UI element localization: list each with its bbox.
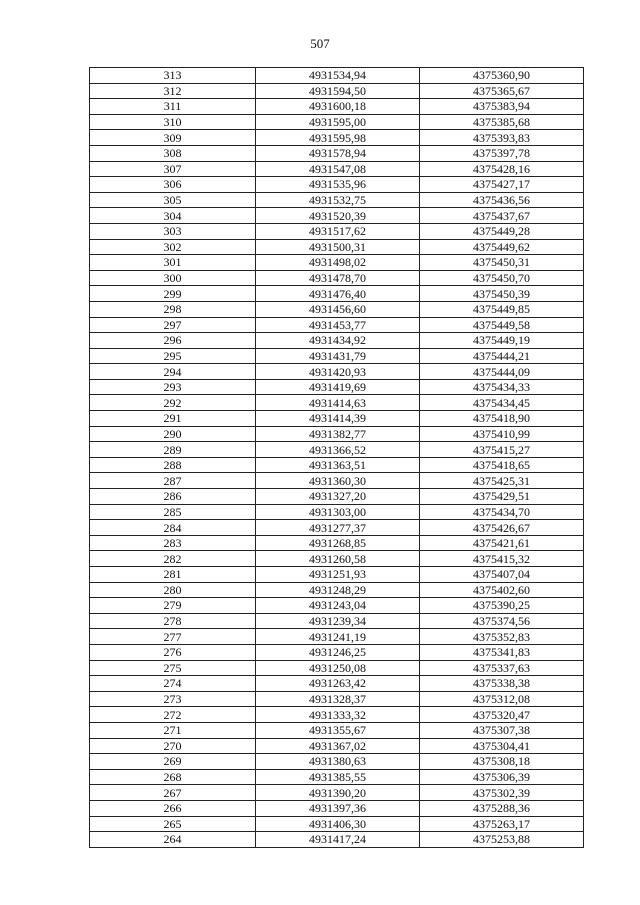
- table-row: [90, 489, 584, 505]
- y-coordinate-cell: 4375393,83: [420, 130, 584, 146]
- point-number-cell: 280: [90, 582, 256, 598]
- point-number-cell: 298: [90, 301, 256, 317]
- point-number-cell: 309: [90, 130, 256, 146]
- point-number-cell: 285: [90, 504, 256, 520]
- table-row: [90, 68, 584, 84]
- point-number-cell: 312: [90, 83, 256, 99]
- point-number-cell: 308: [90, 145, 256, 161]
- y-coordinate-cell: 4375434,70: [420, 504, 584, 520]
- table-row: [90, 239, 584, 255]
- x-coordinate-cell: 4931532,75: [256, 192, 420, 208]
- point-number-cell: 303: [90, 223, 256, 239]
- point-number-cell: 269: [90, 754, 256, 770]
- point-number-cell: 286: [90, 489, 256, 505]
- table-row: [90, 520, 584, 536]
- x-coordinate-cell: 4931241,19: [256, 629, 420, 645]
- point-number-cell: 267: [90, 785, 256, 801]
- y-coordinate-cell: 4375402,60: [420, 582, 584, 598]
- table-row: [90, 816, 584, 832]
- table-row: [90, 644, 584, 660]
- x-coordinate-cell: 4931260,58: [256, 551, 420, 567]
- point-number-cell: 278: [90, 613, 256, 629]
- x-coordinate-cell: 4931600,18: [256, 99, 420, 115]
- x-coordinate-cell: 4931500,31: [256, 239, 420, 255]
- table-row: [90, 691, 584, 707]
- y-coordinate-cell: 4375436,56: [420, 192, 584, 208]
- x-coordinate-cell: 4931419,69: [256, 379, 420, 395]
- point-number-cell: 313: [90, 68, 256, 84]
- y-coordinate-cell: 4375397,78: [420, 145, 584, 161]
- x-coordinate-cell: 4931517,62: [256, 223, 420, 239]
- y-coordinate-cell: 4375418,90: [420, 411, 584, 427]
- point-number-cell: 293: [90, 379, 256, 395]
- y-coordinate-cell: 4375320,47: [420, 707, 584, 723]
- y-coordinate-cell: 4375449,28: [420, 223, 584, 239]
- x-coordinate-cell: 4931594,50: [256, 83, 420, 99]
- table-row: [90, 83, 584, 99]
- y-coordinate-cell: 4375352,83: [420, 629, 584, 645]
- y-coordinate-cell: 4375306,39: [420, 769, 584, 785]
- x-coordinate-cell: 4931456,60: [256, 301, 420, 317]
- table-row: [90, 177, 584, 193]
- table-row: [90, 613, 584, 629]
- point-number-cell: 282: [90, 551, 256, 567]
- table-row: [90, 364, 584, 380]
- point-number-cell: 297: [90, 317, 256, 333]
- x-coordinate-cell: 4931355,67: [256, 722, 420, 738]
- point-number-cell: 300: [90, 270, 256, 286]
- table-row: [90, 223, 584, 239]
- table-row: [90, 832, 584, 848]
- point-number-cell: 294: [90, 364, 256, 380]
- y-coordinate-cell: 4375307,38: [420, 722, 584, 738]
- y-coordinate-cell: 4375302,39: [420, 785, 584, 801]
- y-coordinate-cell: 4375434,33: [420, 379, 584, 395]
- x-coordinate-cell: 4931417,24: [256, 832, 420, 848]
- x-coordinate-cell: 4931251,93: [256, 567, 420, 583]
- point-number-cell: 273: [90, 691, 256, 707]
- table-row: [90, 301, 584, 317]
- y-coordinate-cell: 4375338,38: [420, 676, 584, 692]
- table-row: [90, 551, 584, 567]
- x-coordinate-cell: 4931476,40: [256, 286, 420, 302]
- x-coordinate-cell: 4931414,63: [256, 395, 420, 411]
- x-coordinate-cell: 4931380,63: [256, 754, 420, 770]
- x-coordinate-cell: 4931534,94: [256, 68, 420, 84]
- table-row: [90, 114, 584, 130]
- table-row: [90, 426, 584, 442]
- point-number-cell: 301: [90, 255, 256, 271]
- x-coordinate-cell: 4931268,85: [256, 535, 420, 551]
- point-number-cell: 306: [90, 177, 256, 193]
- table-row: [90, 333, 584, 349]
- y-coordinate-cell: 4375444,21: [420, 348, 584, 364]
- y-coordinate-cell: 4375428,16: [420, 161, 584, 177]
- point-number-cell: 302: [90, 239, 256, 255]
- x-coordinate-cell: 4931382,77: [256, 426, 420, 442]
- x-coordinate-cell: 4931248,29: [256, 582, 420, 598]
- x-coordinate-cell: 4931327,20: [256, 489, 420, 505]
- y-coordinate-cell: 4375312,08: [420, 691, 584, 707]
- y-coordinate-cell: 4375390,25: [420, 598, 584, 614]
- x-coordinate-cell: 4931434,92: [256, 333, 420, 349]
- table-row: [90, 348, 584, 364]
- point-number-cell: 265: [90, 816, 256, 832]
- y-coordinate-cell: 4375434,45: [420, 395, 584, 411]
- y-coordinate-cell: 4375449,85: [420, 301, 584, 317]
- table-row: [90, 317, 584, 333]
- y-coordinate-cell: 4375415,32: [420, 551, 584, 567]
- x-coordinate-cell: 4931535,96: [256, 177, 420, 193]
- coordinates-table-body: [90, 68, 584, 848]
- point-number-cell: 270: [90, 738, 256, 754]
- table-row: [90, 192, 584, 208]
- x-coordinate-cell: 4931367,02: [256, 738, 420, 754]
- table-row: [90, 457, 584, 473]
- table-row: [90, 473, 584, 489]
- y-coordinate-cell: 4375374,56: [420, 613, 584, 629]
- x-coordinate-cell: 4931366,52: [256, 442, 420, 458]
- point-number-cell: 310: [90, 114, 256, 130]
- y-coordinate-cell: 4375449,19: [420, 333, 584, 349]
- y-coordinate-cell: 4375385,68: [420, 114, 584, 130]
- point-number-cell: 299: [90, 286, 256, 302]
- table-row: [90, 255, 584, 271]
- x-coordinate-cell: 4931363,51: [256, 457, 420, 473]
- point-number-cell: 274: [90, 676, 256, 692]
- table-row: [90, 208, 584, 224]
- y-coordinate-cell: 4375415,27: [420, 442, 584, 458]
- table-row: [90, 660, 584, 676]
- x-coordinate-cell: 4931453,77: [256, 317, 420, 333]
- point-number-cell: 284: [90, 520, 256, 536]
- table-row: [90, 722, 584, 738]
- y-coordinate-cell: 4375418,65: [420, 457, 584, 473]
- x-coordinate-cell: 4931277,37: [256, 520, 420, 536]
- table-row: [90, 800, 584, 816]
- x-coordinate-cell: 4931478,70: [256, 270, 420, 286]
- table-row: [90, 270, 584, 286]
- y-coordinate-cell: 4375444,09: [420, 364, 584, 380]
- x-coordinate-cell: 4931406,30: [256, 816, 420, 832]
- coordinates-table: [89, 67, 584, 848]
- table-row: [90, 738, 584, 754]
- y-coordinate-cell: 4375288,36: [420, 800, 584, 816]
- point-number-cell: 279: [90, 598, 256, 614]
- point-number-cell: 295: [90, 348, 256, 364]
- y-coordinate-cell: 4375341,83: [420, 644, 584, 660]
- y-coordinate-cell: 4375421,61: [420, 535, 584, 551]
- y-coordinate-cell: 4375253,88: [420, 832, 584, 848]
- y-coordinate-cell: 4375410,99: [420, 426, 584, 442]
- point-number-cell: 307: [90, 161, 256, 177]
- point-number-cell: 288: [90, 457, 256, 473]
- table-row: [90, 676, 584, 692]
- x-coordinate-cell: 4931390,20: [256, 785, 420, 801]
- table-row: [90, 130, 584, 146]
- y-coordinate-cell: 4375449,62: [420, 239, 584, 255]
- x-coordinate-cell: 4931239,34: [256, 613, 420, 629]
- point-number-cell: 266: [90, 800, 256, 816]
- y-coordinate-cell: 4375426,67: [420, 520, 584, 536]
- x-coordinate-cell: 4931243,04: [256, 598, 420, 614]
- x-coordinate-cell: 4931414,39: [256, 411, 420, 427]
- table-row: [90, 286, 584, 302]
- table-row: [90, 598, 584, 614]
- point-number-cell: 272: [90, 707, 256, 723]
- x-coordinate-cell: 4931246,25: [256, 644, 420, 660]
- point-number-cell: 281: [90, 567, 256, 583]
- point-number-cell: 283: [90, 535, 256, 551]
- y-coordinate-cell: 4375437,67: [420, 208, 584, 224]
- y-coordinate-cell: 4375263,17: [420, 816, 584, 832]
- table-row: [90, 785, 584, 801]
- y-coordinate-cell: 4375450,39: [420, 286, 584, 302]
- table-row: [90, 379, 584, 395]
- x-coordinate-cell: 4931578,94: [256, 145, 420, 161]
- x-coordinate-cell: 4931397,36: [256, 800, 420, 816]
- y-coordinate-cell: 4375308,18: [420, 754, 584, 770]
- table-row: [90, 411, 584, 427]
- point-number-cell: 276: [90, 644, 256, 660]
- y-coordinate-cell: 4375450,70: [420, 270, 584, 286]
- table-row: [90, 582, 584, 598]
- x-coordinate-cell: 4931333,32: [256, 707, 420, 723]
- table-row: [90, 535, 584, 551]
- x-coordinate-cell: 4931520,39: [256, 208, 420, 224]
- x-coordinate-cell: 4931595,98: [256, 130, 420, 146]
- table-row: [90, 769, 584, 785]
- x-coordinate-cell: 4931431,79: [256, 348, 420, 364]
- y-coordinate-cell: 4375425,31: [420, 473, 584, 489]
- point-number-cell: 287: [90, 473, 256, 489]
- y-coordinate-cell: 4375304,41: [420, 738, 584, 754]
- y-coordinate-cell: 4375407,04: [420, 567, 584, 583]
- y-coordinate-cell: 4375337,63: [420, 660, 584, 676]
- x-coordinate-cell: 4931420,93: [256, 364, 420, 380]
- point-number-cell: 289: [90, 442, 256, 458]
- table-row: [90, 395, 584, 411]
- y-coordinate-cell: 4375360,90: [420, 68, 584, 84]
- table-row: [90, 629, 584, 645]
- y-coordinate-cell: 4375450,31: [420, 255, 584, 271]
- x-coordinate-cell: 4931360,30: [256, 473, 420, 489]
- table-row: [90, 567, 584, 583]
- table-row: [90, 99, 584, 115]
- point-number-cell: 304: [90, 208, 256, 224]
- table-row: [90, 442, 584, 458]
- table-row: [90, 754, 584, 770]
- x-coordinate-cell: 4931385,55: [256, 769, 420, 785]
- point-number-cell: 311: [90, 99, 256, 115]
- point-number-cell: 271: [90, 722, 256, 738]
- x-coordinate-cell: 4931498,02: [256, 255, 420, 271]
- point-number-cell: 296: [90, 333, 256, 349]
- y-coordinate-cell: 4375365,67: [420, 83, 584, 99]
- point-number-cell: 305: [90, 192, 256, 208]
- y-coordinate-cell: 4375449,58: [420, 317, 584, 333]
- page-number: 507: [310, 36, 330, 51]
- table-row: [90, 707, 584, 723]
- x-coordinate-cell: 4931263,42: [256, 676, 420, 692]
- point-number-cell: 268: [90, 769, 256, 785]
- x-coordinate-cell: 4931547,08: [256, 161, 420, 177]
- x-coordinate-cell: 4931250,08: [256, 660, 420, 676]
- point-number-cell: 290: [90, 426, 256, 442]
- table-row: [90, 504, 584, 520]
- point-number-cell: 275: [90, 660, 256, 676]
- table-row: [90, 161, 584, 177]
- y-coordinate-cell: 4375383,94: [420, 99, 584, 115]
- point-number-cell: 264: [90, 832, 256, 848]
- x-coordinate-cell: 4931303,00: [256, 504, 420, 520]
- point-number-cell: 291: [90, 411, 256, 427]
- x-coordinate-cell: 4931328,37: [256, 691, 420, 707]
- y-coordinate-cell: 4375427,17: [420, 177, 584, 193]
- y-coordinate-cell: 4375429,51: [420, 489, 584, 505]
- point-number-cell: 277: [90, 629, 256, 645]
- point-number-cell: 292: [90, 395, 256, 411]
- table-row: [90, 145, 584, 161]
- x-coordinate-cell: 4931595,00: [256, 114, 420, 130]
